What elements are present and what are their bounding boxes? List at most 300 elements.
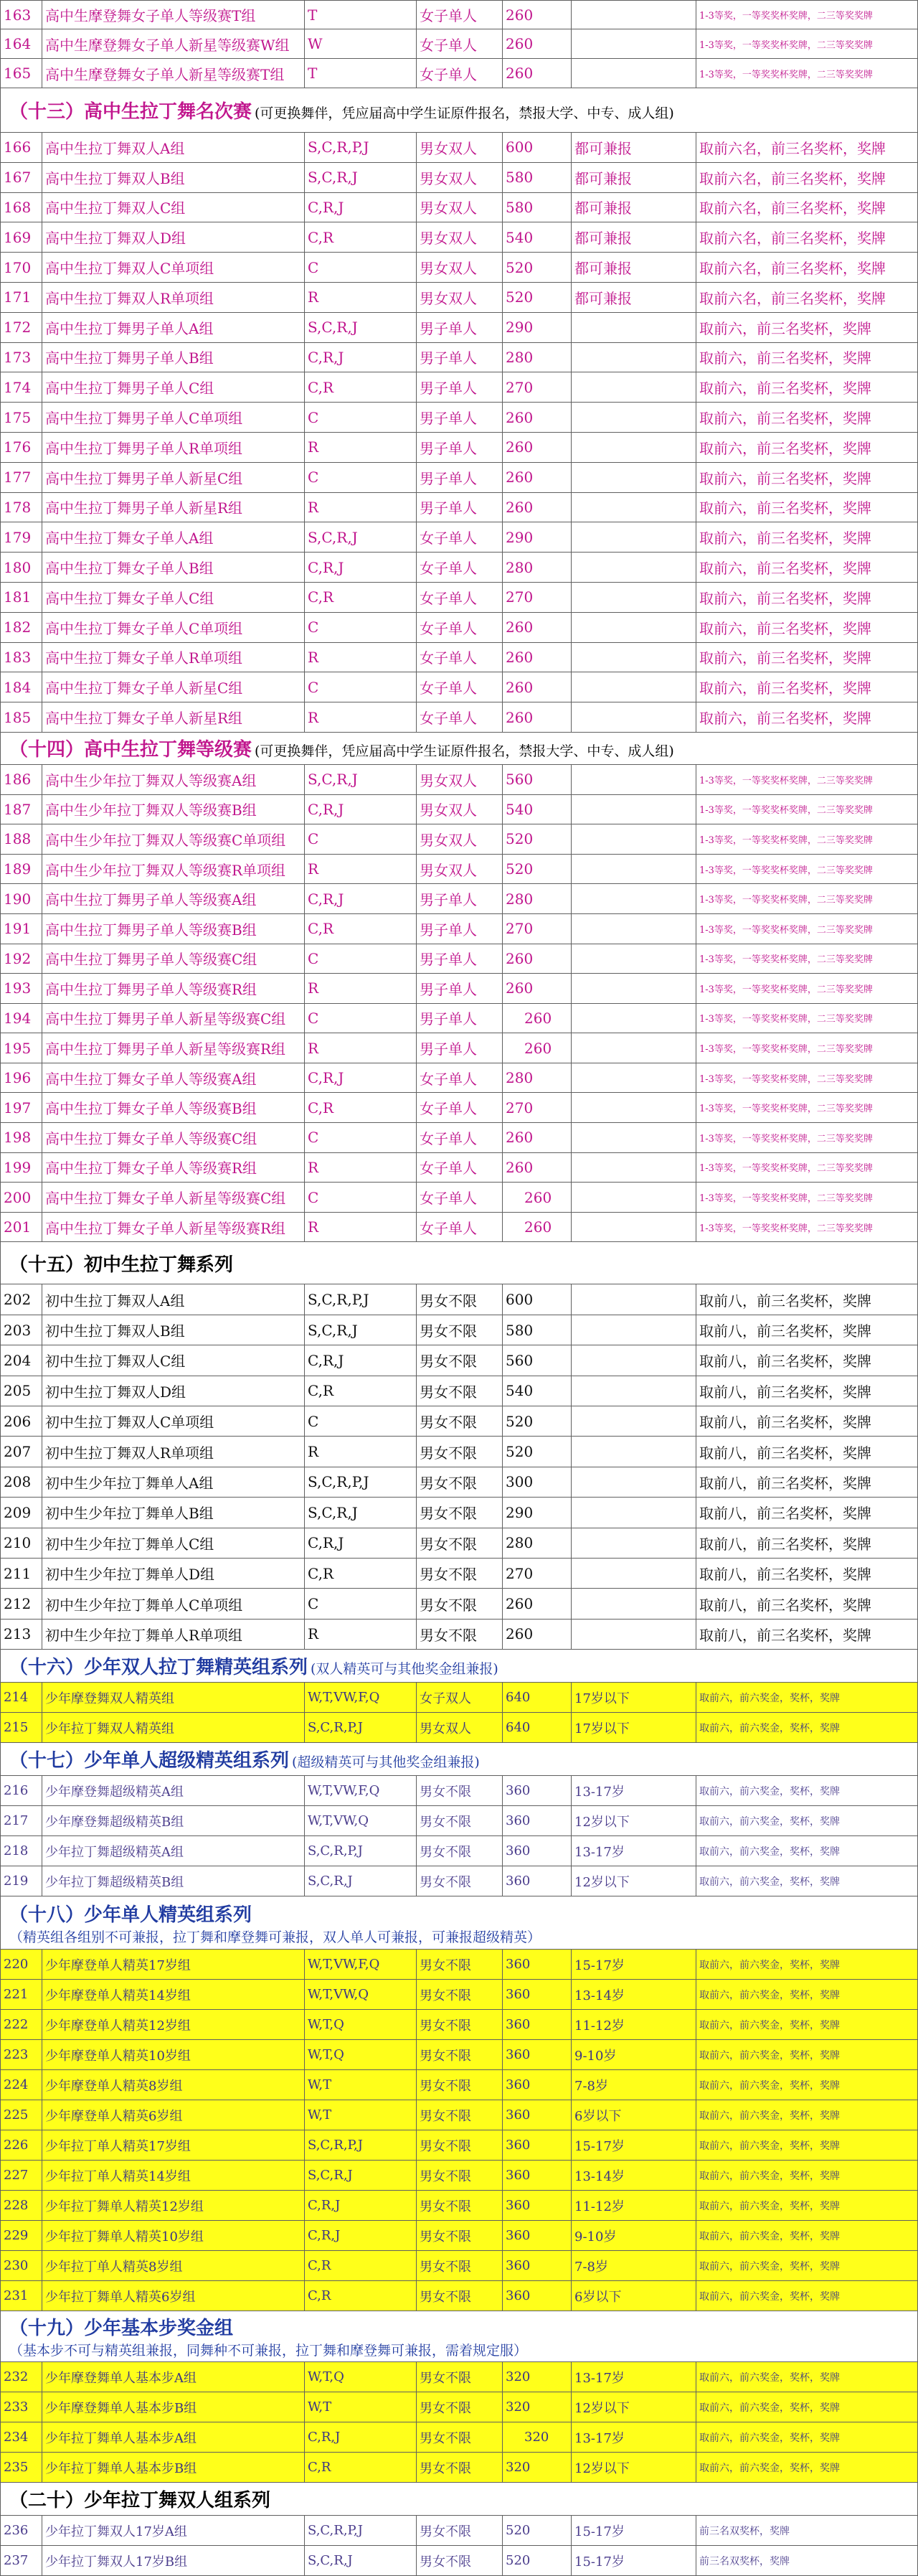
age-or-note: 都可兼报 <box>571 283 696 312</box>
dance-list: C,R,J <box>304 2422 416 2452</box>
table-row <box>0 914 918 944</box>
entry-fee: 580 <box>502 193 571 222</box>
entry-fee: 320 <box>502 2362 571 2392</box>
section-title: （二十）少年拉丁舞双人组系列 <box>9 2490 271 2512</box>
entry-fee: 360 <box>502 1806 571 1835</box>
group-type: 男女不限 <box>416 1836 502 1866</box>
dance-list: S,C,R,J <box>304 765 416 794</box>
event-number: 230 <box>0 2251 42 2280</box>
dance-list: C,R <box>304 583 416 612</box>
group-type: 男女不限 <box>416 2422 502 2452</box>
group-type: 男女不限 <box>416 2392 502 2422</box>
event-name: 初中生拉丁舞双人C组 <box>42 1345 304 1375</box>
dance-list: S,C,R,P,J <box>304 1284 416 1314</box>
event-name: 高中生拉丁舞男子单人B组 <box>42 343 304 372</box>
age-or-note: 11-12岁 <box>571 2191 696 2220</box>
event-number: 164 <box>0 29 42 58</box>
group-type: 男女不限 <box>416 2453 502 2482</box>
dance-list: C,R,J <box>304 193 416 222</box>
event-name: 高中生拉丁舞男子单人新星等级赛C组 <box>42 1004 304 1033</box>
table-row <box>0 2161 918 2191</box>
dance-list: W <box>304 29 416 58</box>
table-row <box>0 433 918 463</box>
award-info: 取前八，前三名奖杯，奖牌 <box>696 1620 918 1649</box>
group-type: 女子单人 <box>416 1093 502 1122</box>
table-row <box>0 553 918 583</box>
award-info: 1-3等奖，一等奖奖杯奖牌，二三等奖奖牌 <box>696 824 918 854</box>
dance-list: C <box>304 403 416 432</box>
event-number: 229 <box>0 2221 42 2250</box>
dance-list: R <box>304 974 416 1003</box>
table-row <box>0 1806 918 1836</box>
award-info: 取前六名，前三名奖杯，奖牌 <box>696 193 918 222</box>
entry-fee: 260 <box>502 702 571 732</box>
event-name: 初中生少年拉丁舞单人B组 <box>42 1498 304 1527</box>
age-or-note <box>571 1376 696 1406</box>
group-type: 女子单人 <box>416 613 502 642</box>
entry-fee: 600 <box>502 1284 571 1314</box>
award-info: 取前六，前六奖金，奖杯，奖牌 <box>696 1980 918 2009</box>
table-row <box>0 1183 918 1213</box>
table-row <box>0 133 918 163</box>
table-row <box>0 1980 918 2010</box>
group-type: 女子单人 <box>416 1123 502 1152</box>
dance-list: S,C,R,P,J <box>304 2130 416 2160</box>
event-number: 209 <box>0 1498 42 1527</box>
table-row <box>0 2392 918 2422</box>
dance-list: C <box>304 1406 416 1436</box>
event-number: 234 <box>0 2422 42 2452</box>
dance-list: S,C,R,J <box>304 1866 416 1896</box>
group-type: 男女不限 <box>416 1315 502 1345</box>
dance-list: S,C,R,P,J <box>304 133 416 162</box>
age-or-note <box>571 1153 696 1183</box>
award-info: 取前六，前三名奖杯，奖牌 <box>696 313 918 342</box>
event-number: 227 <box>0 2161 42 2190</box>
group-type: 男女双人 <box>416 824 502 854</box>
award-info: 取前六，前六奖金，奖杯，奖牌 <box>696 1950 918 1979</box>
group-type: 男子单人 <box>416 944 502 974</box>
dance-list: C,R <box>304 372 416 402</box>
age-or-note <box>571 1284 696 1314</box>
event-number: 214 <box>0 1683 42 1712</box>
section-title: （十七）少年单人超级精英组系列 <box>9 1750 290 1772</box>
age-or-note <box>571 1033 696 1063</box>
entry-fee: 360 <box>502 2161 571 2190</box>
entry-fee: 520 <box>502 283 571 312</box>
event-name: 高中生拉丁舞双人A组 <box>42 133 304 162</box>
table-row <box>0 493 918 523</box>
event-name: 高中生拉丁舞女子单人C单项组 <box>42 613 304 642</box>
event-number: 180 <box>0 553 42 582</box>
entry-fee: 260 <box>502 433 571 462</box>
event-name: 高中生摩登舞女子单人新星等级赛T组 <box>42 59 304 88</box>
group-type: 男女不限 <box>416 1467 502 1497</box>
age-or-note <box>571 1345 696 1375</box>
table-row <box>0 795 918 825</box>
dance-list: C,R <box>304 1376 416 1406</box>
section-title: （十四）高中生拉丁舞等级赛 <box>9 739 252 761</box>
section-subnote: （基本步不可与精英组兼报，同舞种不可兼报，拉丁舞和摩登舞可兼报，需着规定服） <box>9 2343 528 2359</box>
age-or-note: 15-17岁 <box>571 2516 696 2545</box>
age-or-note: 13-17岁 <box>571 2362 696 2392</box>
event-number: 173 <box>0 343 42 372</box>
event-number: 236 <box>0 2516 42 2545</box>
table-row <box>0 702 918 733</box>
event-number: 228 <box>0 2191 42 2220</box>
event-number: 179 <box>0 522 42 552</box>
award-info: 取前六，前六奖金，奖杯，奖牌 <box>696 2251 918 2280</box>
age-or-note <box>571 914 696 944</box>
event-number: 190 <box>0 884 42 913</box>
group-type: 男女双人 <box>416 855 502 884</box>
entry-fee: 260 <box>502 643 571 672</box>
age-or-note <box>571 1437 696 1466</box>
award-info: 1-3等奖，一等奖奖杯奖牌，二三等奖奖牌 <box>696 1123 918 1152</box>
table-row <box>0 2191 918 2221</box>
event-name: 少年拉丁舞单人基本步B组 <box>42 2453 304 2482</box>
table-row <box>0 1620 918 1650</box>
dance-list: C,R <box>304 2281 416 2311</box>
event-name: 高中生拉丁舞男子单人等级赛C组 <box>42 944 304 974</box>
entry-fee: 260 <box>502 1620 571 1649</box>
event-number: 185 <box>0 702 42 732</box>
group-type: 男女不限 <box>416 1950 502 1979</box>
entry-fee: 260 <box>502 672 571 702</box>
age-or-note <box>571 493 696 522</box>
event-number: 216 <box>0 1776 42 1805</box>
age-or-note <box>571 944 696 974</box>
table-row <box>0 765 918 795</box>
group-type: 男女不限 <box>416 2251 502 2280</box>
group-type: 女子单人 <box>416 1 502 29</box>
section-header <box>0 733 918 765</box>
event-name: 高中生拉丁舞男子单人R单项组 <box>42 433 304 462</box>
age-or-note: 15-17岁 <box>571 2130 696 2160</box>
age-or-note <box>571 974 696 1003</box>
table-row <box>0 1063 918 1094</box>
award-info: 取前六，前三名奖杯，奖牌 <box>696 613 918 642</box>
group-type: 男女不限 <box>416 2010 502 2039</box>
entry-fee: 320 <box>502 2453 571 2482</box>
dance-list: W,T,VW,Q <box>304 1806 416 1835</box>
event-name: 初中生拉丁舞双人B组 <box>42 1315 304 1345</box>
event-name: 初中生少年拉丁舞单人C单项组 <box>42 1589 304 1618</box>
entry-fee: 360 <box>502 2251 571 2280</box>
table-row <box>0 2130 918 2161</box>
age-or-note <box>571 613 696 642</box>
event-name: 高中生拉丁舞双人D组 <box>42 222 304 252</box>
dance-list: C <box>304 1004 416 1033</box>
table-row <box>0 1683 918 1713</box>
entry-fee: 260 <box>502 1033 571 1063</box>
entry-fee: 540 <box>502 222 571 252</box>
event-name: 高中生拉丁舞女子单人A组 <box>42 522 304 552</box>
award-info: 1-3等奖，一等奖奖杯奖牌，二三等奖奖牌 <box>696 974 918 1003</box>
event-name: 少年摩登舞双人精英组 <box>42 1683 304 1712</box>
event-number: 231 <box>0 2281 42 2311</box>
event-number: 204 <box>0 1345 42 1375</box>
group-type: 男女不限 <box>416 1806 502 1835</box>
event-name: 高中生少年拉丁舞双人等级赛A组 <box>42 765 304 794</box>
event-name: 初中生少年拉丁舞单人C组 <box>42 1528 304 1558</box>
entry-fee: 260 <box>502 974 571 1003</box>
entry-fee: 270 <box>502 1093 571 1122</box>
group-type: 男子单人 <box>416 313 502 342</box>
age-or-note: 11-12岁 <box>571 2010 696 2039</box>
age-or-note <box>571 884 696 913</box>
age-or-note: 12岁以下 <box>571 1866 696 1896</box>
award-info: 取前六，前六奖金，奖杯，奖牌 <box>696 2100 918 2130</box>
award-info: 取前六，前三名奖杯，奖牌 <box>696 433 918 462</box>
table-row <box>0 2100 918 2130</box>
dance-list: C,R,J <box>304 2221 416 2250</box>
age-or-note: 都可兼报 <box>571 163 696 192</box>
dance-list: S,C,R,J <box>304 1498 416 1527</box>
event-number: 192 <box>0 944 42 974</box>
event-number: 225 <box>0 2100 42 2130</box>
group-type: 男女双人 <box>416 193 502 222</box>
award-info: 取前六，前三名奖杯，奖牌 <box>696 463 918 492</box>
award-info: 取前六，前三名奖杯，奖牌 <box>696 702 918 732</box>
award-info: 取前六，前六奖金，奖杯，奖牌 <box>696 1806 918 1835</box>
event-name: 高中生少年拉丁舞双人等级赛C单项组 <box>42 824 304 854</box>
age-or-note <box>571 29 696 58</box>
event-number: 184 <box>0 672 42 702</box>
group-type: 女子单人 <box>416 522 502 552</box>
award-info: 取前六，前六奖金，奖杯，奖牌 <box>696 2191 918 2220</box>
event-name: 高中生拉丁舞男子单人C组 <box>42 372 304 402</box>
dance-list: C <box>304 824 416 854</box>
dance-list: R <box>304 1620 416 1649</box>
dance-list: S,C,R,P,J <box>304 1467 416 1497</box>
section-title: （十六）少年双人拉丁舞精英组系列 <box>9 1657 308 1679</box>
event-name: 高中生拉丁舞男子单人C单项组 <box>42 403 304 432</box>
group-type: 男子单人 <box>416 974 502 1003</box>
section-header <box>0 1896 918 1950</box>
event-name: 少年拉丁单人精英14岁组 <box>42 2161 304 2190</box>
age-or-note <box>571 1183 696 1212</box>
age-or-note <box>571 463 696 492</box>
entry-fee: 260 <box>502 613 571 642</box>
event-number: 235 <box>0 2453 42 2482</box>
group-type: 男女双人 <box>416 765 502 794</box>
award-info: 取前六，前六奖金，奖杯，奖牌 <box>696 2422 918 2452</box>
event-name: 少年摩登单人精英17岁组 <box>42 1950 304 1979</box>
event-number: 181 <box>0 583 42 612</box>
award-info: 1-3等奖，一等奖奖杯奖牌，二三等奖奖牌 <box>696 1093 918 1122</box>
table-row <box>0 1406 918 1437</box>
age-or-note <box>571 343 696 372</box>
entry-fee: 260 <box>502 493 571 522</box>
table-row <box>0 613 918 643</box>
event-number: 168 <box>0 193 42 222</box>
entry-fee: 280 <box>502 1063 571 1093</box>
dance-list: R <box>304 702 416 732</box>
event-name: 高中生摩登舞女子单人等级赛T组 <box>42 1 304 29</box>
dance-list: C,R,J <box>304 553 416 582</box>
event-number: 211 <box>0 1559 42 1588</box>
event-name: 高中生拉丁舞双人R单项组 <box>42 283 304 312</box>
event-number: 202 <box>0 1284 42 1314</box>
event-name: 高中生拉丁舞男子单人新星R组 <box>42 493 304 522</box>
age-or-note <box>571 1559 696 1588</box>
award-info: 取前六，前六奖金，奖杯，奖牌 <box>696 1776 918 1805</box>
age-or-note <box>571 59 696 88</box>
award-info: 取前六，前六奖金，奖杯，奖牌 <box>696 2221 918 2250</box>
age-or-note <box>571 403 696 432</box>
age-or-note: 13-17岁 <box>571 2422 696 2452</box>
table-row <box>0 1528 918 1559</box>
group-type: 男女双人 <box>416 795 502 824</box>
award-info: 取前六，前六奖金，奖杯，奖牌 <box>696 2362 918 2392</box>
entry-fee: 300 <box>502 1467 571 1497</box>
entry-fee: 360 <box>502 2281 571 2311</box>
dance-list: W,T,VW,F,Q <box>304 1683 416 1712</box>
age-or-note: 7-8岁 <box>571 2070 696 2100</box>
event-name: 高中生拉丁舞男子单人A组 <box>42 313 304 342</box>
section-note: (可更换舞伴，凭应届高中学生证原件报名，禁报大学、中专、成人组) <box>255 743 674 760</box>
age-or-note: 13-17岁 <box>571 1776 696 1805</box>
entry-fee: 640 <box>502 1683 571 1712</box>
event-name: 少年摩登舞单人基本步A组 <box>42 2362 304 2392</box>
event-name: 高中生拉丁舞男子单人新星等级赛R组 <box>42 1033 304 1063</box>
award-info: 取前六，前六奖金，奖杯，奖牌 <box>696 1836 918 1866</box>
group-type: 男子单人 <box>416 343 502 372</box>
dance-list: C,R,J <box>304 884 416 913</box>
table-row <box>0 2040 918 2070</box>
dance-list: R <box>304 283 416 312</box>
entry-fee: 360 <box>502 1776 571 1805</box>
event-name: 少年拉丁单人精英8岁组 <box>42 2251 304 2280</box>
age-or-note: 6岁以下 <box>571 2281 696 2311</box>
award-info: 取前六，前六奖金，奖杯，奖牌 <box>696 2453 918 2482</box>
award-info: 取前六，前三名奖杯，奖牌 <box>696 343 918 372</box>
section-header <box>0 1650 918 1683</box>
event-number: 169 <box>0 222 42 252</box>
table-row <box>0 1866 918 1896</box>
group-type: 男子单人 <box>416 463 502 492</box>
event-number: 201 <box>0 1213 42 1242</box>
age-or-note <box>571 1528 696 1558</box>
entry-fee: 260 <box>502 403 571 432</box>
table-row <box>0 643 918 673</box>
group-type: 男女不限 <box>416 2040 502 2069</box>
group-type: 女子单人 <box>416 1153 502 1183</box>
table-row <box>0 884 918 914</box>
award-info: 取前六，前六奖金，奖杯，奖牌 <box>696 1683 918 1712</box>
event-number: 189 <box>0 855 42 884</box>
section-header <box>0 2311 918 2362</box>
event-number: 215 <box>0 1713 42 1742</box>
event-number: 232 <box>0 2362 42 2392</box>
award-info: 取前六，前三名奖杯，奖牌 <box>696 583 918 612</box>
age-or-note: 12岁以下 <box>571 1806 696 1835</box>
dance-list: C,R,J <box>304 1528 416 1558</box>
table-row <box>0 824 918 855</box>
group-type: 女子单人 <box>416 643 502 672</box>
group-type: 男子单人 <box>416 1033 502 1063</box>
event-name: 高中生拉丁舞女子单人新星等级赛C组 <box>42 1183 304 1212</box>
event-name: 少年拉丁单人精英17岁组 <box>42 2130 304 2160</box>
entry-fee: 260 <box>502 944 571 974</box>
group-type: 女子单人 <box>416 672 502 702</box>
age-or-note: 13-17岁 <box>571 1836 696 1866</box>
entry-fee: 520 <box>502 1406 571 1436</box>
event-number: 176 <box>0 433 42 462</box>
event-number: 221 <box>0 1980 42 2009</box>
event-name: 少年摩登单人精英10岁组 <box>42 2040 304 2069</box>
dance-list: R <box>304 643 416 672</box>
group-type: 女子双人 <box>416 1683 502 1712</box>
award-info: 取前六名，前三名奖杯，奖牌 <box>696 163 918 192</box>
group-type: 男女双人 <box>416 1713 502 1742</box>
table-row <box>0 343 918 373</box>
group-type: 男女不限 <box>416 2070 502 2100</box>
event-number: 205 <box>0 1376 42 1406</box>
event-number: 165 <box>0 59 42 88</box>
event-number: 207 <box>0 1437 42 1466</box>
event-number: 219 <box>0 1866 42 1896</box>
award-info: 取前六名，前三名奖杯，奖牌 <box>696 253 918 282</box>
dance-list: W,T,Q <box>304 2010 416 2039</box>
event-name: 高中生拉丁舞女子单人等级赛A组 <box>42 1063 304 1093</box>
event-number: 237 <box>0 2546 42 2575</box>
group-type: 男女双人 <box>416 253 502 282</box>
event-name: 少年拉丁舞双人17岁B组 <box>42 2546 304 2575</box>
group-type: 男女不限 <box>416 1528 502 1558</box>
event-name: 少年拉丁舞单人基本步A组 <box>42 2422 304 2452</box>
entry-fee: 560 <box>502 1345 571 1375</box>
dance-list: W,T,Q <box>304 2040 416 2069</box>
group-type: 男女双人 <box>416 283 502 312</box>
age-or-note: 9-10岁 <box>571 2221 696 2250</box>
entry-fee: 520 <box>502 2516 571 2545</box>
event-name: 初中生拉丁舞双人C单项组 <box>42 1406 304 1436</box>
award-info: 取前六，前三名奖杯，奖牌 <box>696 643 918 672</box>
event-name: 初中生拉丁舞双人D组 <box>42 1376 304 1406</box>
section-title: （十三）高中生拉丁舞名次赛 <box>9 101 252 123</box>
table-row <box>0 522 918 553</box>
event-number: 224 <box>0 2070 42 2100</box>
event-number: 191 <box>0 914 42 944</box>
table-row <box>0 1004 918 1034</box>
event-name: 初中生拉丁舞双人R单项组 <box>42 1437 304 1466</box>
event-number: 182 <box>0 613 42 642</box>
event-number: 200 <box>0 1183 42 1212</box>
dance-list: C,R <box>304 1559 416 1588</box>
table-row <box>0 855 918 885</box>
award-info: 取前六，前三名奖杯，奖牌 <box>696 493 918 522</box>
award-info: 取前六，前六奖金，奖杯，奖牌 <box>696 2040 918 2069</box>
table-row <box>0 0 918 29</box>
award-info: 取前六名，前三名奖杯，奖牌 <box>696 283 918 312</box>
age-or-note <box>571 1 696 29</box>
award-info: 1-3等奖，一等奖奖杯奖牌，二三等奖奖牌 <box>696 914 918 944</box>
group-type: 男子单人 <box>416 493 502 522</box>
event-name: 高中生拉丁舞女子单人等级赛C组 <box>42 1123 304 1152</box>
group-type: 男女不限 <box>416 1406 502 1436</box>
entry-fee: 360 <box>502 2010 571 2039</box>
entry-fee: 360 <box>502 2130 571 2160</box>
entry-fee: 270 <box>502 372 571 402</box>
event-number: 220 <box>0 1950 42 1979</box>
dance-list: R <box>304 1437 416 1466</box>
event-name: 高中生拉丁舞女子单人新星R组 <box>42 702 304 732</box>
section-note: (可更换舞伴，凭应届高中学生证原件报名，禁报大学、中专、成人组) <box>255 105 674 121</box>
table-row <box>0 2281 918 2311</box>
award-info: 取前六，前六奖金，奖杯，奖牌 <box>696 2281 918 2311</box>
